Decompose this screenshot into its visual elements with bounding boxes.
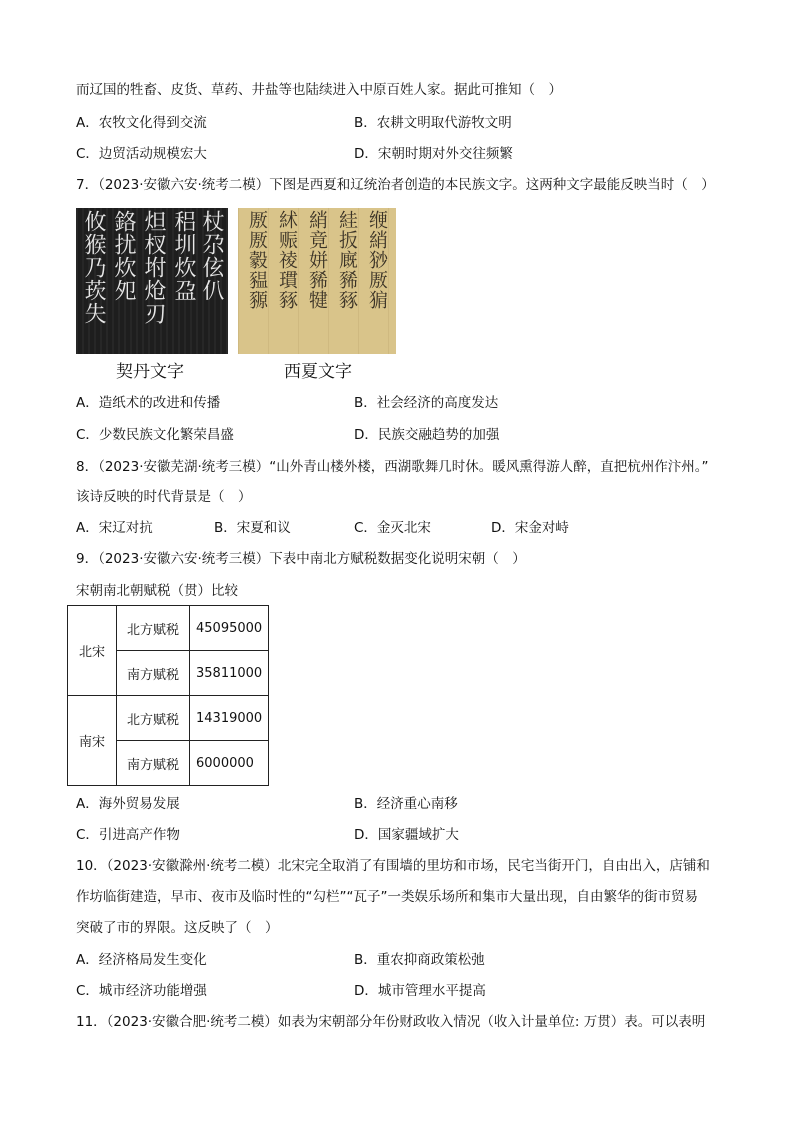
north-song-south-value: 35811000	[190, 651, 269, 696]
q8-option-c[interactable]: C．金灭北宋	[354, 520, 431, 536]
q9-stem: 9．（2023·安徽六安·统考三模）下表中南北方赋税数据变化说明宋朝（ ）	[76, 551, 526, 567]
q6-option-d[interactable]: D．宋朝时期对外交往频繁	[354, 146, 513, 162]
north-song-cell: 北宋	[68, 606, 117, 696]
tax-comparison-table	[67, 605, 269, 786]
q10-stem-line2: 作坊临街建造，早市、夜市及临时性的“勾栏”“瓦子”一类娱乐场所和集市大量出现，自由繁华的街市贸易	[76, 889, 698, 905]
north-tax-label: 北方赋税	[117, 696, 190, 741]
q10-option-a[interactable]: A．经济格局发生变化	[76, 952, 207, 968]
q10-option-c[interactable]: C．城市经济功能增强	[76, 983, 207, 999]
south-song-south-value: 6000000	[190, 741, 269, 786]
q7-stem: 7．（2023·安徽六安·统考二模）下图是西夏和辽统治者创造的本民族文字。这两种文字最能反映当时（ ）	[76, 177, 715, 193]
q9-option-b[interactable]: B．经济重心南移	[354, 796, 458, 812]
q8-stem-line2: 该诗反映的时代背景是（ ）	[76, 489, 252, 505]
table-row	[68, 696, 269, 741]
q6-stem-tail: 而辽国的牲畜、皮货、草药、井盐等也陆续进入中原百姓人家。据此可推知（ ）	[76, 82, 562, 98]
south-tax-label: 南方赋税	[117, 741, 190, 786]
q9-table-title: 宋朝南北朝赋税（贯）比较	[76, 583, 238, 599]
q6-option-c[interactable]: C．边贸活动规模宏大	[76, 146, 207, 162]
q8-option-a[interactable]: A．宋辽对抗	[76, 520, 153, 536]
q9-option-d[interactable]: D．国家疆域扩大	[354, 827, 459, 843]
q8-option-d[interactable]: D．宋金对峙	[491, 520, 569, 536]
q9-option-a[interactable]: A．海外贸易发展	[76, 796, 180, 812]
q9-option-c[interactable]: C．引进高产作物	[76, 827, 180, 843]
q10-stem-line3: 突破了市的界限。这反映了（ ）	[76, 920, 279, 936]
q7-option-d[interactable]: D．民族交融趋势的加强	[354, 427, 500, 443]
north-tax-label: 北方赋税	[117, 606, 190, 651]
table-row	[68, 606, 269, 651]
q11-stem: 11．（2023·安徽合肥·统考二模）如表为宋朝部分年份财政收入情况（收入计量单位: 万贯）表。可以表明	[76, 1014, 706, 1030]
khitan-caption: 契丹文字	[116, 362, 184, 382]
q8-option-b[interactable]: B．宋夏和议	[214, 520, 291, 536]
q7-option-b[interactable]: B．社会经济的高度发达	[354, 395, 499, 411]
south-tax-label: 南方赋税	[117, 651, 190, 696]
q6-option-a[interactable]: A．农牧文化得到交流	[76, 115, 207, 131]
q10-stem-line1: 10．（2023·安徽滁州·统考二模）北宋完全取消了有围墙的里坊和市场，民宅当街开门，自由出入，店铺和	[76, 858, 710, 874]
tangut-script-image: 厫厫豰豱豲 絉赈祾瑻豩 綃竟姘豨犍 絓扳廐豨豩 缏綃猀厫猏	[238, 208, 396, 354]
q7-option-a[interactable]: A．造纸术的改进和传播	[76, 395, 221, 411]
q6-option-b[interactable]: B．农耕文明取代游牧文明	[354, 115, 512, 131]
south-song-north-value: 14319000	[190, 696, 269, 741]
south-song-cell: 南宋	[68, 696, 117, 786]
q10-option-b[interactable]: B．重农抑商政策松弛	[354, 952, 485, 968]
q7-option-c[interactable]: C．少数民族文化繁荣昌盛	[76, 427, 234, 443]
north-song-north-value: 45095000	[190, 606, 269, 651]
tangut-caption: 西夏文字	[284, 362, 352, 382]
q10-option-d[interactable]: D．城市管理水平提高	[354, 983, 486, 999]
q8-stem-line1: 8．（2023·安徽芜湖·统考三模）“山外青山楼外楼，西湖歌舞几时休。暖风熏得游人醉，直把杭州作汴州。”	[76, 459, 709, 475]
khitan-script-image: 攸猴乃莰失 鉻扰炊夗 炟杈坿炝刃 稆圳炊盁 杖尕伭仈	[76, 208, 228, 354]
